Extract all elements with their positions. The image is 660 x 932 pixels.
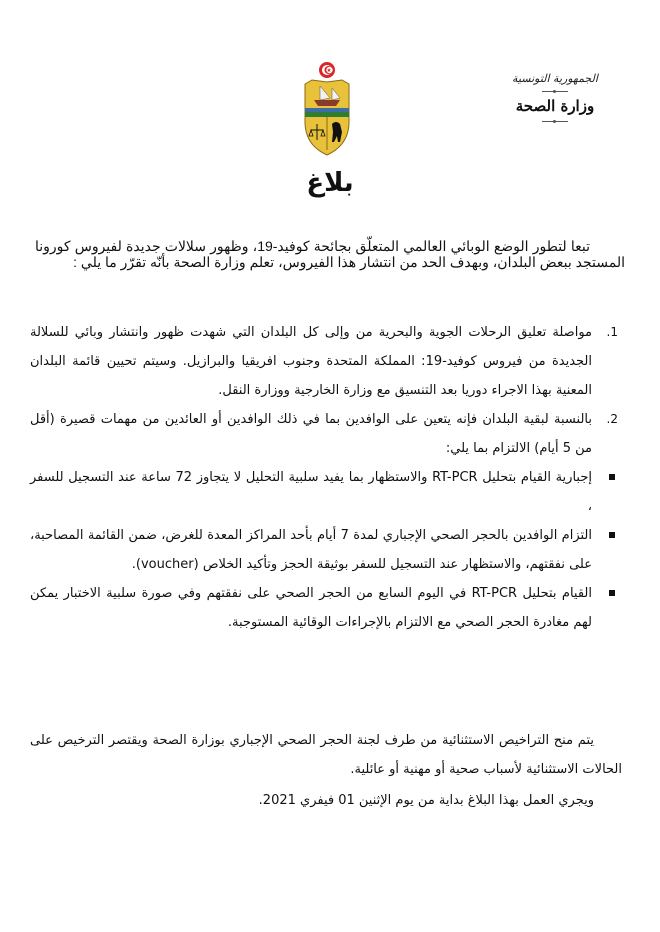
square-bullet-icon — [609, 590, 615, 596]
effective-date-paragraph: ويجري العمل بهذا البلاغ بداية من يوم الإثنين 01 فيفري 2021. — [258, 793, 594, 808]
bullet-item — [30, 463, 622, 521]
bullet-item — [30, 521, 622, 579]
letterhead-republic: الجمهورية التونسية — [512, 72, 598, 85]
closing-section — [30, 726, 622, 815]
list-item-text: مواصلة تعليق الرحلات الجوية والبحرية من وإلى كل البلدان التي شهدت ظهور وانتشار وبائي للسلالة الجديدة من فيروس كوفيد-19: المملكة المتحدة وجنوب افريقيا والبرازيل. وسيتم تحيين قائمة البلدان المعنية بهذا الاجراء دوريا بعد التنسيق مع وزارة الخارجية ووزارة النقل. — [30, 325, 592, 398]
letterhead-divider — [542, 121, 568, 122]
document-title: بلاغ — [306, 168, 354, 198]
letterhead-ministry: وزارة الصحة — [515, 97, 595, 115]
letterhead-divider — [542, 91, 568, 92]
letterhead — [495, 72, 615, 127]
intro-paragraph — [35, 238, 625, 270]
bullet-text: التزام الوافدين بالحجر الصحي الإجباري لمدة 7 أيام بأحد المراكز المعدة للغرض، ضمن القائمة المصاحبة، على نفقتهم، والاستظهار عند التسجيل للسفر بوثيقة الحجز وتأكيد الخلاص (voucher). — [30, 528, 593, 572]
list-marker: 1. — [606, 325, 618, 339]
list-item — [30, 405, 622, 463]
intro-text: تبعا لتطور الوضع الوبائي العالمي المتعلّق بجائحة كوفيد-19، وظهور سلالات جديدة لفيروس كورونا المستجد ببعض البلدان، وبهدف الحد من انتشار هذا الفيروس، تعلم وزارة الصحة بأنّه تقرّر ما يلي : — [35, 238, 625, 270]
list-marker: 2. — [606, 412, 618, 426]
list-item-text: بالنسبة لبقية البلدان فإنه يتعين على الوافدين بما في ذلك الوافدين أو العائدين من مهمات قصيرة (أقل من 5 أيام) الالتزام بما يلي: — [30, 412, 592, 456]
square-bullet-icon — [609, 474, 615, 480]
measures-list — [30, 318, 622, 637]
bullet-text: القيام بتحليل RT-PCR في اليوم السابع من الحجر الصحي على نفقتهم وفي صورة سلبية الاختبار يمكن لهم مغادرة الحجر الصحي مع الالتزام بالإجراءات الوقائية المستوجبة. — [30, 586, 592, 630]
exceptions-paragraph: يتم منح التراخيص الاستثنائية من طرف لجنة الحجر الصحي الإجباري بوزارة الصحة ويقتصر الترخيص على الحالات الاستثنائية لأسباب صحية أو مهنية أو عائلية. — [30, 733, 622, 777]
bullet-text: إجبارية القيام بتحليل RT-PCR والاستظهار بما يفيد سلبية التحليل لا يتجاوز 72 ساعة عند التسجيل للسفر ، — [30, 470, 592, 514]
bullet-item — [30, 579, 622, 637]
square-bullet-icon — [609, 532, 615, 538]
tunisia-coat-of-arms-icon — [302, 60, 352, 160]
list-item — [30, 318, 622, 405]
